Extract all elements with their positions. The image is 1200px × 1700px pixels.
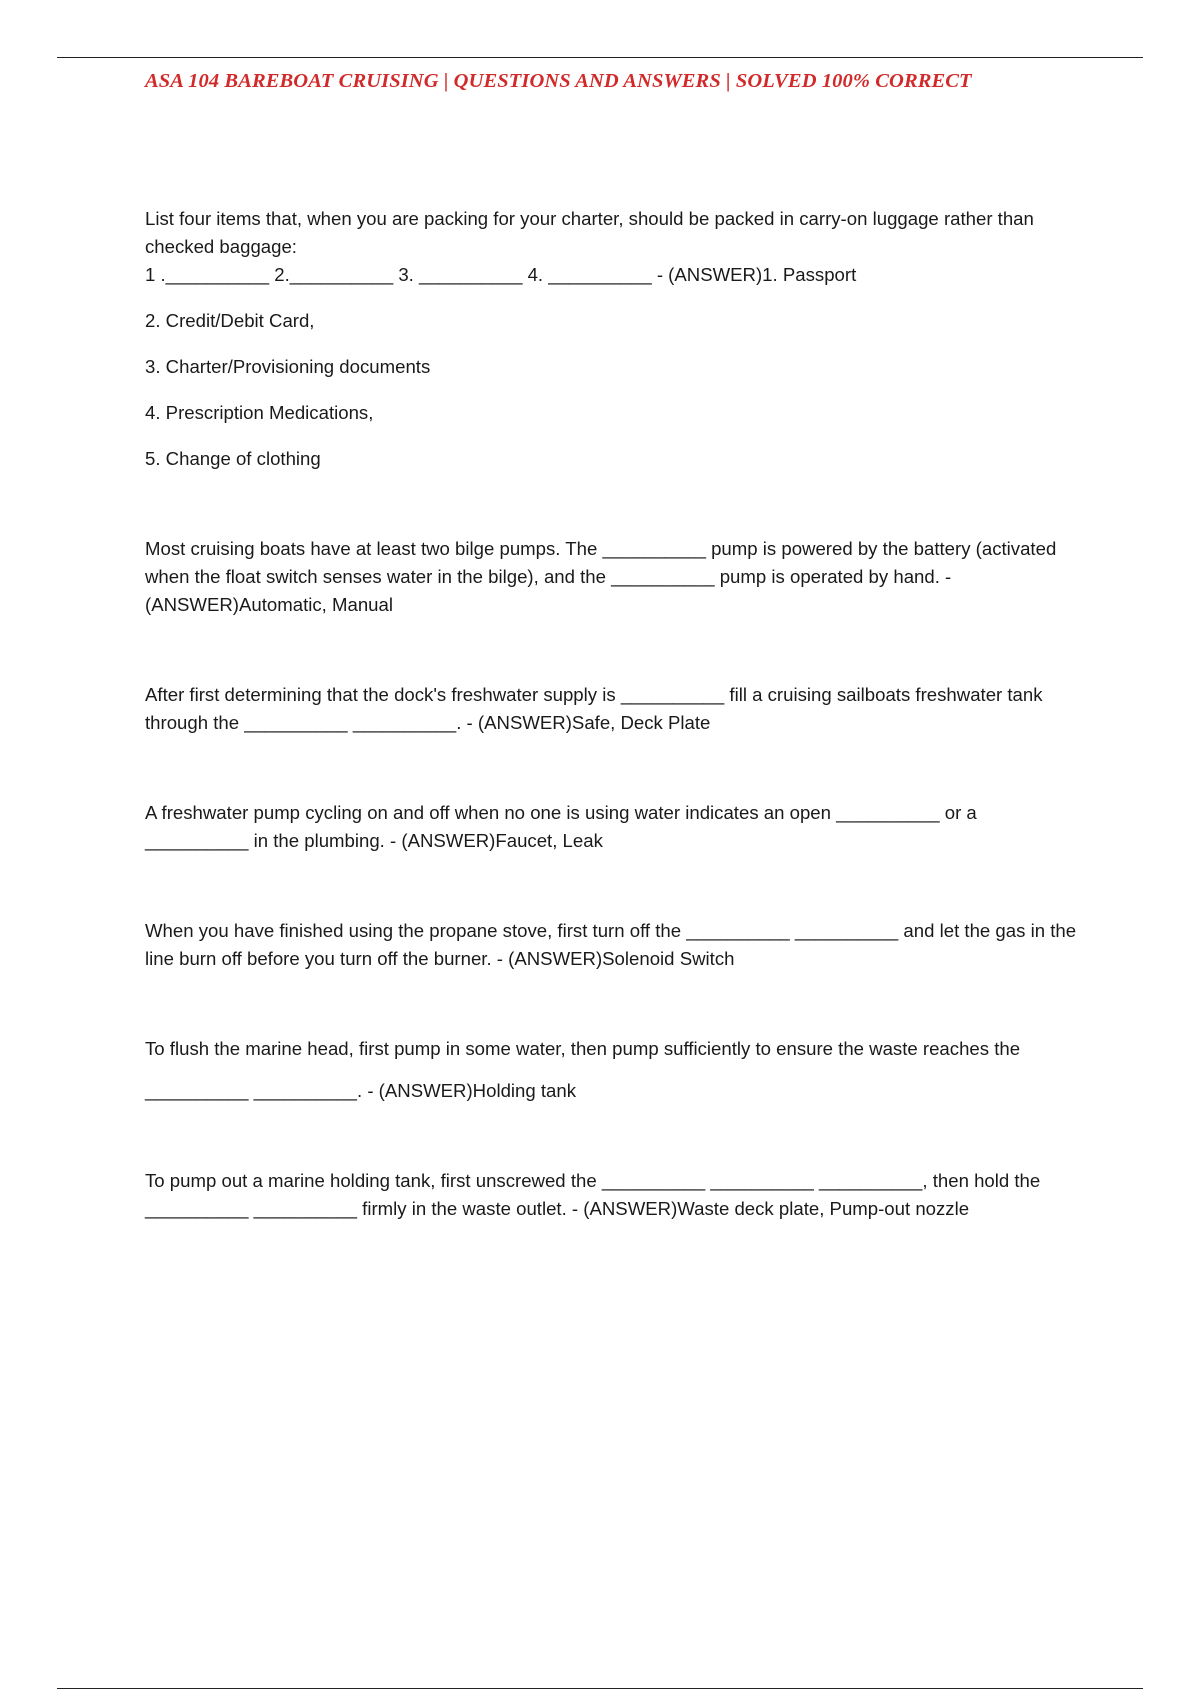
answer-line: 2. Credit/Debit Card, (145, 310, 315, 331)
qa-item-1 (145, 205, 1085, 473)
question-text-continued: __________ __________. - (ANSWER)Holding tank (145, 1080, 577, 1101)
answer-list (145, 261, 1085, 473)
question-text: After first determining that the dock's freshwater supply is __________ fill a cruising sailboats freshwater tank through the __________ __________. - (ANSWER)Safe, Deck Plate (145, 684, 1043, 733)
header-rule (57, 57, 1143, 58)
document-title: ASA 104 BAREBOAT CRUISING | QUESTIONS AND ANSWERS | SOLVED 100% CORRECT (145, 70, 972, 92)
answer-line: 3. Charter/Provisioning documents (145, 356, 431, 377)
question-text: A freshwater pump cycling on and off when no one is using water indicates an open __________ or a __________ in the plumbing. - (ANSWER)Faucet, Leak (145, 802, 977, 851)
question-text: To pump out a marine holding tank, first unscrewed the __________ __________ __________, then hold the __________ __________ firmly in the waste outlet. - (ANSWER)Waste deck plate, Pump-out nozzle (145, 1170, 1041, 1219)
qa-item-7 (145, 1167, 1085, 1223)
answer-line: 5. Change of clothing (145, 448, 321, 469)
question-text: When you have finished using the propane stove, first turn off the __________ __________ and let the gas in the line burn off before you turn off the burner. - (ANSWER)Solenoid Switch (145, 920, 1077, 969)
footer-rule (57, 1688, 1143, 1689)
question-text: Most cruising boats have at least two bilge pumps. The __________ pump is powered by the battery (activated when the float switch senses water in the bilge), and the __________ pump is operated by hand. - (ANSWER)Automatic, Manual (145, 538, 1057, 615)
qa-item-2 (145, 535, 1085, 619)
question-text: List four items that, when you are packing for your charter, should be packed in carry-on luggage rather than checked baggage: (145, 208, 1034, 257)
answer-line: 4. Prescription Medications, (145, 402, 374, 423)
qa-item-3 (145, 681, 1085, 737)
qa-item-6 (145, 1035, 1085, 1105)
qa-item-5 (145, 917, 1085, 973)
answer-line: 1 .__________ 2.__________ 3. __________ 4. __________ - (ANSWER)1. Passport (145, 264, 857, 285)
document-body (145, 205, 1085, 1223)
qa-item-4 (145, 799, 1085, 855)
question-text: To flush the marine head, first pump in some water, then pump sufficiently to ensure the waste reaches the (145, 1038, 1021, 1059)
